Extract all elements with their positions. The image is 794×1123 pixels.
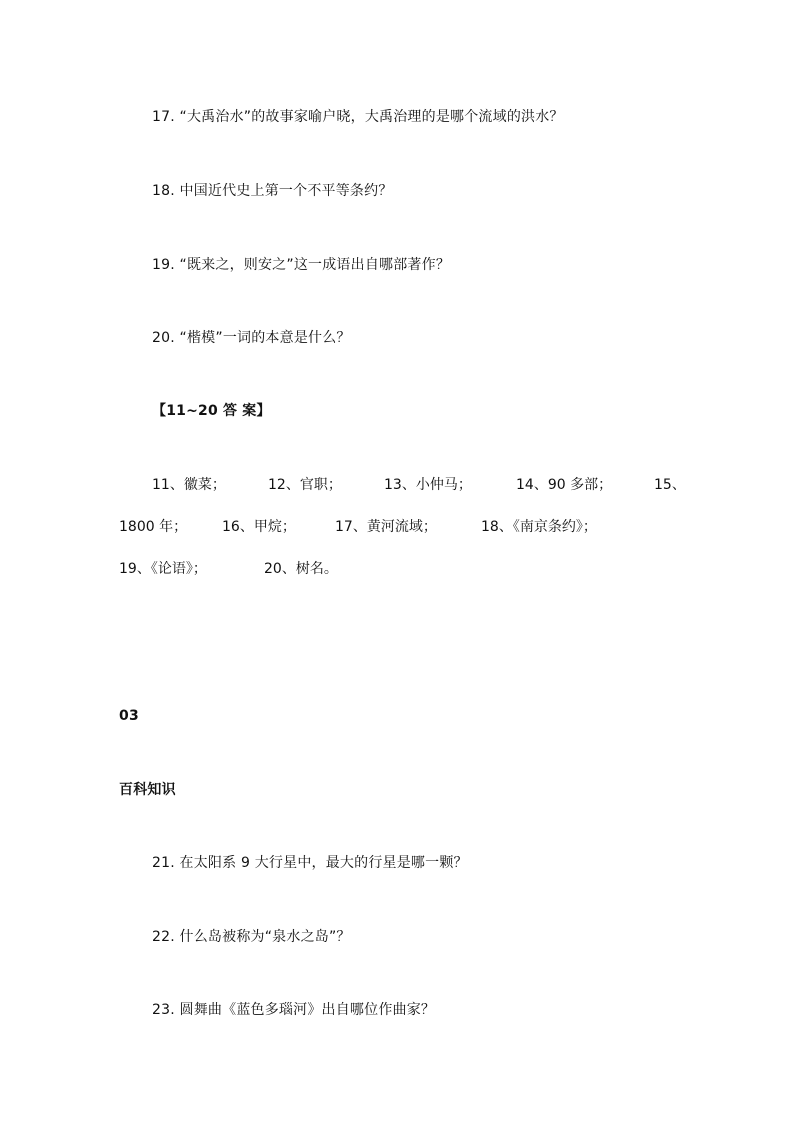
answer-17: 17、黄河流域； xyxy=(335,519,437,535)
answer-16: 16、甲烷； xyxy=(222,519,296,535)
question-22: 22. 什么岛被称为“泉水之岛”？ xyxy=(152,929,351,945)
answer-15-number: 15、 xyxy=(654,477,686,493)
question-18: 18. 中国近代史上第一个不平等条约？ xyxy=(152,183,393,199)
answer-11: 11、徽菜； xyxy=(152,477,226,493)
answer-20: 20、树名。 xyxy=(264,561,338,577)
answer-heading: 【11~20 答 案】 xyxy=(152,403,271,419)
answer-14: 14、90 多部； xyxy=(516,477,613,493)
answer-18: 18、《南京条约》； xyxy=(481,519,597,535)
question-21: 21. 在太阳系 9 大行星中，最大的行星是哪一颗？ xyxy=(152,855,468,871)
answer-19: 19、《论语》； xyxy=(119,561,207,577)
answer-13: 13、小仲马； xyxy=(384,477,472,493)
question-17: 17. “大禹治水”的故事家喻户晓，大禹治理的是哪个流域的洪水？ xyxy=(152,109,564,125)
section-title: 百科知识 xyxy=(119,782,176,798)
answer-15-value: 1800 年； xyxy=(119,519,188,535)
question-19: 19. “既来之，则安之”这一成语出自哪部著作？ xyxy=(152,257,451,273)
answer-12: 12、官职； xyxy=(268,477,342,493)
question-23: 23. 圆舞曲《蓝色多瑙河》出自哪位作曲家？ xyxy=(152,1002,436,1018)
question-20: 20. “楷模”一词的本意是什么？ xyxy=(152,330,351,346)
section-number: 03 xyxy=(119,708,139,724)
